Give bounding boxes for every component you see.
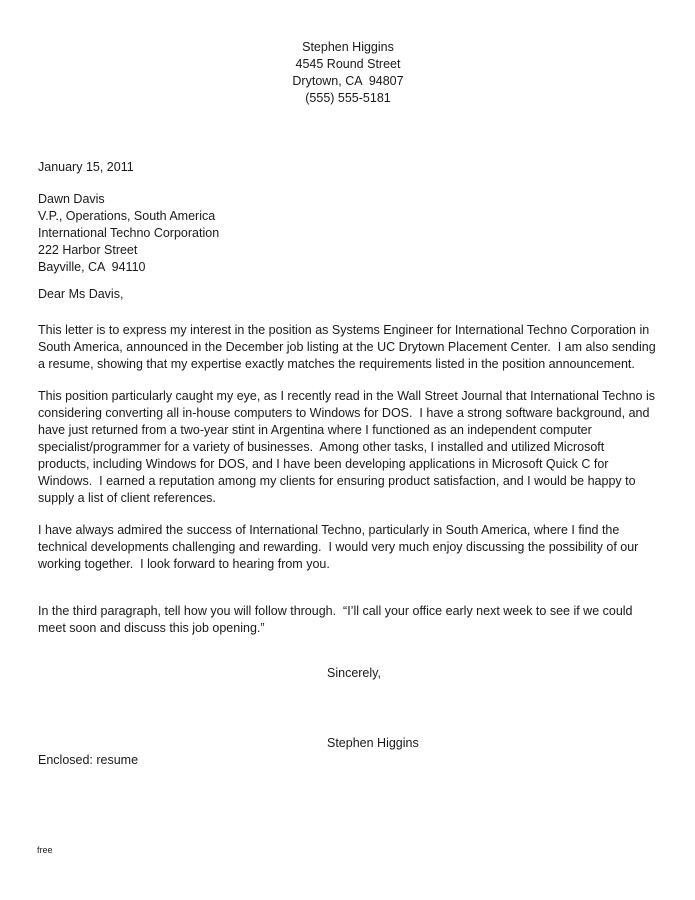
recipient-name: Dawn Davis <box>38 192 105 206</box>
body-paragraph-3: I have always admired the success of International Techno, particularly in South America, where I find the technical developments challenging and rewarding. I would very much enjoy discussing the possibility of our working together. I look forward to hearing from you. <box>38 523 642 571</box>
valediction: Sincerely, <box>327 666 381 680</box>
recipient-street: 222 Harbor Street <box>38 243 138 257</box>
sender-block <box>38 39 658 107</box>
sender-city-state-zip: Drytown, CA 94807 <box>292 74 404 88</box>
recipient-title: V.P., Operations, South America <box>38 209 216 223</box>
footer-watermark: free <box>37 845 53 855</box>
body-paragraph-2: This position particularly caught my eye, as I recently read in the Wall Street Journal that International Techno is considering converting all in-house computers to Windows for DOS. I have a strong software background, and have just returned from a two-year stint in Argentina where I functioned as an independent computer specialist/programmer for a variety of businesses. Among other tasks, I installed and utilized Microsoft products, including Windows for DOS, and I have been developing applications in Microsoft Quick C for Windows. I earned a reputation among my clients for ensuring product satisfaction, and I would be happy to supply a list of client references. <box>38 389 659 505</box>
enclosure-note: Enclosed: resume <box>38 753 139 767</box>
recipient-block <box>38 191 658 276</box>
sender-street: 4545 Round Street <box>295 57 401 71</box>
salutation: Dear Ms Davis, <box>38 287 124 301</box>
sender-phone: (555) 555-5181 <box>305 91 391 105</box>
recipient-city-state-zip: Bayville, CA 94110 <box>38 260 146 274</box>
recipient-company: International Techno Corporation <box>38 226 220 240</box>
date-line: January 15, 2011 <box>38 160 134 174</box>
body-paragraph-1: This letter is to express my interest in the position as Systems Engineer for International Techno Corporation in South America, announced in the December job listing at the UC Drytown Placement Center. I am also sending a resume, showing that my expertise exactly matches the requirements listed in the position announcement. <box>38 323 660 371</box>
signature-name: Stephen Higgins <box>327 736 419 750</box>
sender-name: Stephen Higgins <box>302 40 394 54</box>
body-paragraph-4: In the third paragraph, tell how you will follow through. “I’ll call your office early next week to see if we could meet soon and discuss this job opening.” <box>38 604 636 635</box>
